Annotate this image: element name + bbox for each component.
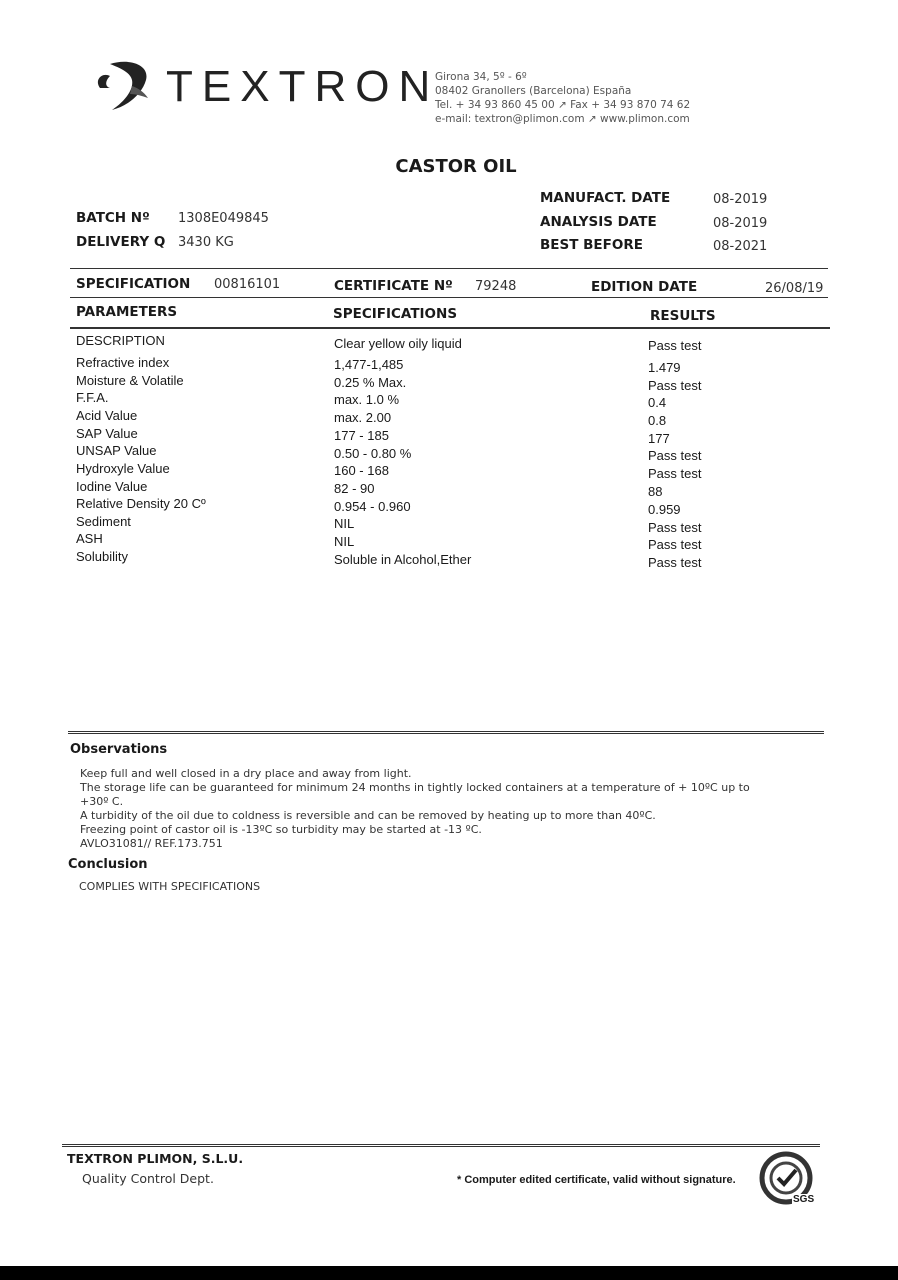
param-cell: F.F.A. — [76, 390, 109, 405]
certificate-value: 79248 — [475, 279, 517, 294]
specification-value: 00816101 — [214, 277, 281, 292]
param-cell: Solubility — [76, 549, 129, 564]
manufact-date-value: 08-2019 — [713, 192, 768, 207]
result-cell: 1.479 — [648, 360, 681, 375]
address-line-2: 08402 Granollers (Barcelona) España — [435, 85, 632, 97]
spec-cell: Soluble in Alcohol,Ether — [334, 552, 472, 567]
spec-cell: 177 - 185 — [334, 428, 389, 443]
header-parameters: PARAMETERS — [76, 304, 178, 320]
spec-cell: max. 2.00 — [334, 410, 392, 425]
observations-heading: Observations — [70, 742, 168, 757]
header-results: RESULTS — [650, 308, 716, 324]
param-cell: Sediment — [76, 514, 131, 529]
textron-swirl-icon — [88, 58, 158, 114]
param-cell: UNSAP Value — [76, 443, 157, 458]
param-cell: Relative Density 20 Cº — [76, 496, 206, 511]
spec-cell: 160 - 168 — [334, 463, 389, 478]
observation-line: AVLO31081// REF.173.751 — [80, 837, 223, 850]
divider-headers — [70, 327, 830, 329]
result-cell: Pass test — [648, 448, 702, 463]
address-line-1: Girona 34, 5º - 6º — [435, 71, 527, 83]
company-address — [435, 70, 690, 126]
param-cell: Refractive index — [76, 355, 170, 370]
divider-observations — [68, 731, 824, 734]
footer-note: * Computer edited certificate, valid without signature. — [457, 1174, 736, 1186]
observations-text — [80, 767, 750, 851]
conclusion-heading: Conclusion — [68, 857, 148, 872]
result-cell: Pass test — [648, 466, 702, 481]
spec-cell: NIL — [334, 534, 355, 549]
scan-bottom-edge — [0, 1266, 898, 1280]
result-cell: Pass test — [648, 338, 702, 353]
param-cell: ASH — [76, 531, 103, 546]
spec-cell: 1,477-1,485 — [334, 357, 404, 372]
result-cell: 88 — [648, 484, 663, 499]
param-cell: Iodine Value — [76, 479, 148, 494]
result-cell: Pass test — [648, 537, 702, 552]
spec-cell: 0.954 - 0.960 — [334, 499, 411, 514]
specification-label: SPECIFICATION — [76, 276, 191, 292]
spec-cell: 0.50 - 0.80 % — [334, 446, 412, 461]
spec-cell: max. 1.0 % — [334, 392, 400, 407]
company-logo — [88, 58, 440, 118]
observation-line: The storage life can be guaranteed for minimum 24 months in tightly locked containers at a temperature of + 10ºC up to — [80, 781, 750, 794]
delivery-label: DELIVERY Q — [76, 234, 166, 250]
analysis-date-label: ANALYSIS DATE — [540, 214, 657, 230]
param-cell: Acid Value — [76, 408, 138, 423]
result-cell: Pass test — [648, 555, 702, 570]
spec-cell: 0.25 % Max. — [334, 375, 407, 390]
manufact-date-label: MANUFACT. DATE — [540, 190, 671, 206]
best-before-value: 08-2021 — [713, 239, 768, 254]
result-cell: Pass test — [648, 378, 702, 393]
analysis-date-value: 08-2019 — [713, 216, 768, 231]
sgs-seal — [756, 1150, 816, 1210]
delivery-value: 3430 KG — [178, 235, 234, 250]
param-cell: SAP Value — [76, 426, 138, 441]
document-title: CASTOR OIL — [395, 156, 517, 177]
seal-text: SGS — [793, 1194, 815, 1205]
observation-line: Freezing point of castor oil is -13ºC so turbidity may be started at -13 ºC. — [80, 823, 482, 836]
spec-cell: NIL — [334, 516, 355, 531]
param-cell: Hydroxyle Value — [76, 461, 170, 476]
edition-date-label: EDITION DATE — [591, 279, 698, 295]
observation-line: A turbidity of the oil due to coldness is reversible and can be removed by heating up to more than 40ºC. — [80, 809, 656, 822]
logo-wordmark: TEXTRON — [166, 62, 440, 111]
divider-footer — [62, 1144, 820, 1147]
footer-company: TEXTRON PLIMON, S.L.U. — [67, 1151, 244, 1166]
batch-value: 1308E049845 — [178, 211, 269, 226]
phone-fax: Tel. + 34 93 860 45 00 ↗ Fax + 34 93 870 74 62 — [435, 99, 691, 111]
certificate-label: CERTIFICATE Nº — [334, 278, 453, 294]
result-cell: 0.8 — [648, 413, 667, 428]
conclusion-text: COMPLIES WITH SPECIFICATIONS — [79, 880, 261, 893]
result-cell: 177 — [648, 431, 670, 446]
result-cell: Pass test — [648, 520, 702, 535]
email-web: e-mail: textron@plimon.com ↗ www.plimon.com — [435, 113, 690, 125]
footer-dept: Quality Control Dept. — [82, 1171, 214, 1186]
spec-cell: Clear yellow oily liquid — [334, 336, 462, 351]
observation-line: +30º C. — [80, 795, 124, 808]
param-cell: Moisture & Volatile — [76, 373, 184, 388]
divider-spec — [70, 297, 828, 298]
best-before-label: BEST BEFORE — [540, 237, 643, 253]
param-cell: DESCRIPTION — [76, 333, 165, 348]
observation-line: Keep full and well closed in a dry place and away from light. — [80, 767, 412, 780]
result-cell: 0.959 — [648, 502, 681, 517]
divider-top — [70, 268, 828, 269]
edition-date-value: 26/08/19 — [765, 281, 824, 296]
spec-cell: 82 - 90 — [334, 481, 375, 496]
header-specifications: SPECIFICATIONS — [333, 306, 458, 322]
result-cell: 0.4 — [648, 395, 667, 410]
batch-label: BATCH Nº — [76, 210, 150, 226]
